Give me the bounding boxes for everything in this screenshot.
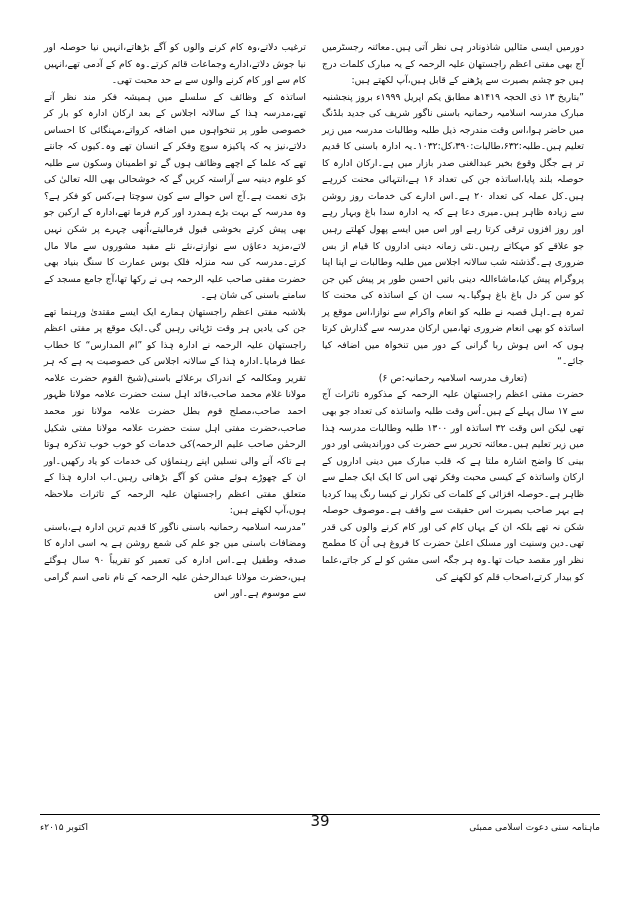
footer-magazine-name: ماہنامہ سنی دعوت اسلامی ممبئی bbox=[469, 823, 600, 833]
left-paragraph-quote: ”مدرسہ اسلامیہ رحمانیہ باسنی ناگور کا قدیم ترین ادارہ ہے،باسنی ومضافات باسنی میں جو علم کی شمع روشن ہے یہ اسی ادارہ کا صدقہ وطفیل ہے۔اس ادارہ کی تعمیر کو تقریباً ۹۰ سال ہوگئے ہیں،حضرت مولانا عبدالرحمٰن علیہ الرحمہ کے نام نامی اسم گرامی سے موسوم ہے۔اور اس bbox=[44, 521, 306, 600]
left-paragraph-leader: بلاشبہ مفتی اعظم راجستھان ہمارے ایک ایسے مقتدیٰ ورہنما تھے جن کی یادیں ہر وقت تڑپاتی رہیں گی۔ایک موقع پر مفتی اعظم راجستھان علیہ الرحمہ نے ادارہ ہٰذا کو ”ام المدارس“ کا خطاب عطا فرمایا۔ادارہ ہٰذا کے سالانہ اجلاس کی خصوصیت یہ ہے کہ ہر تقریر ومکالمہ کے اندراک برعلائے باسنی(شیخ القوم حضرت علامہ مولانا غلام محمد صاحب،قائد اہل سنت حضرت علامہ مولانا ظہور احمد صاحب،مصلح قوم بطل حضرت علامہ مولانا نور محمد صاحب،حضرت مفتی اہل سنت حضرت علامہ مولانا مفتی شکیل الرحمٰن صاحب علیم الرحمہ)کی خدمات کو خوب خوب تذکرہ ہوتا ہے تاکہ آنے والی نسلیں اپنے رہنماؤں کی خدمات کو یاد رکھیں۔اور ان کے چھوڑے ہوئے مشن کو آگے بڑھاتی رہیں۔اب ادارہ ہٰذا کے متعلق مفتی اعظم راجستھان علیہ الرحمہ کے تاثرات ملاحظہ ہوں،آپ لکھتے ہیں: bbox=[44, 306, 306, 517]
left-column bbox=[44, 40, 306, 603]
right-paragraph-quote: ”بتاریخ ۱۳ ذی الحجہ ۱۴۱۹ھ مطابق یکم اپریل ۱۹۹۹ء بروز پنجشنبہ مبارک مدرسہ اسلامیہ رحمانیہ باسنی ناگور شریف کی جدید بلڈنگ میں حاضر ہوا،اس وقت مندرجہ ذیل طلبہ وطالبات مدرسہ میں زیر تعلیم ہیں۔طلبہ:۶۳۲،طالبات:۳۹۰،کل:۱۰۳۲۔یہ ادارہ باسنی کا قدیم تر ہے جگل وقوع بخیر عبدالغنی صدر بازار میں ہے۔ارکان ادارہ کا حوصلہ بلند پایا،اساتذہ جن کی تعداد ۱۶ ہے،انتہائی محنت کررہے ہیں۔کل عملہ کی تعداد ۲۰ ہے۔اس ادارے کی خدمات روز روشن سے زیادہ ظاہر ہیں۔میری دعا ہے کہ یہ ادارہ سدا باغ وبہار رہے اور روز افزوں ترقی کرتا رہے اور اس میں ایسے پھول کھلتے رہیں جو علاقے کو مہکاتے رہیں۔نئی زمانہ دینی اداروں کا قیام از بس ضروری ہے۔گذشتہ شب سالانہ اجلاس میں طلبہ وطالبات نے اپنا اپنا پروگرام پیش کیا،ماشاءاللہ دینی باتیں احسن طور پر پیش کیں جن کو سن کر دل باغ باغ ہوگیا۔یہ سب ان کے اساتذہ کی محنت کا ثمرہ ہے۔اہل قصبہ نے طلبہ کو انعام واکرام سے نوازا،اس موقع پر اساتذہ کو بھی انعام ضروری تھا،میں ارکان مدرسہ سے گذارش کرتا ہوں کہ اس ہوش ربا گرانی کے دور میں تنخواہ میں اضافہ کیا جائے۔“ bbox=[322, 91, 585, 368]
page-number: 39 bbox=[310, 812, 330, 830]
footer-issue-date: اکتوبر ۲۰۱۵ء bbox=[40, 823, 89, 833]
right-paragraph-commentary: حضرت مفتی اعظم راجستھان علیہ الرحمہ کے مذکورہ تاثرات آج سے ۱۷ سال پہلے کے ہیں۔اُس وقت طلبہ واساتذہ کی تعداد جو بھی تھی لیکن اس وقت ۳۲ اساتذہ اور ۱۳۰۰ طلبہ وطالبات مدرسہ ہٰذا میں زیر تعلیم ہیں۔معائنہ تحریر سے حضرت کی دوراندیشی اور دور بینی کا واضح اشارہ ملتا ہے کہ قلب مبارک میں دینی اداروں کے ارکان واساتذہ کے کیسی محبت وفکر تھی اس کا ایک ایک جملے سے ظاہر ہے۔حوصلہ افزائی کے کلمات کی تکرار نے کیسا رنگ پیدا کردیا ہے بہر صاحب بصیرت اس حقیقت سے واقف ہے۔موصوف حوصلہ شکن نہ تھے بلکہ ان کے یہاں کام کی اور کام کرنے والوں کی قدر تھی۔دین وسنیت اور مسلک اعلیٰ حضرت کا فروغ ہی اُن کا مطمح نظر اور مقصد حیات تھا۔وہ ہر جگہ اسی مشن کو لے کر جاتے،علما کو بیدار کرتے،اصحاب قلم کو لکھنے کی bbox=[322, 389, 584, 583]
left-paragraph-continuation: ترغیب دلاتے،وہ کام کرنے والوں کو آگے بڑھاتے،انہیں نیا حوصلہ اور نیا جوش دلاتے،ادارے وجماعات قائم کرتے۔وہ کام کے آدمی تھے،انہیں کام سے اور کام کرنے والوں سے بے حد محبت تھی۔ bbox=[44, 42, 306, 87]
right-column bbox=[322, 40, 584, 586]
right-citation: (تعارف مدرسہ اسلامیہ رحمانیہ:ص ۶) bbox=[378, 372, 528, 384]
right-paragraph-intro: دورمیں ایسی مثالیں شاذونادر ہی نظر آتی ہیں۔معائنہ رجسٹرمیں آج بھی مفتی اعظم راجستھان علیہ الرحمہ کے یہ مبارک کلمات درج ہیں جو چشم بصیرت سے پڑھنے کے قابل ہیں،آپ لکھتے ہیں: bbox=[322, 42, 584, 87]
left-paragraph-teachers: اساتذہ کے وظائف کے سلسلے میں ہمیشہ فکر مند نظر آتے تھے،مدرسہ ہٰذا کے سالانہ اجلاس کے بعد ارکان ادارہ کو بار کر خصوصی طور پر تنخواہوں میں اضافہ کرواتے،مہنگائی کا احساس دلاتے،نیز یہ کہ پاکیزہ سوچ وفکر کے انسان تھے وہ۔کیوں کہ جانتے تھے کہ علما کے اچھے وظائف ہوں گے تو اطمینان وسکون سے طلبہ کو علوم دینیہ سے آراستہ کریں گے کہ خوشحالی بھی اللہ تعالیٰ کی بڑی نعمت ہے۔آج اس حوالے سے کون سوچتا ہے،کس کو فکر ہے؟وہ مدرسہ کے بہت بڑے ہمدرد اور کرم فرما تھے،ادارہ کے ارکین جو بھی پیش کرتے بخوشی قبول فرمالیتے،اُنھی چہرے پر شکن نہیں لاتے،مزید دعاؤں سے نوازتے،نئے نئے مفید مشوروں سے مالا مال کرتے۔مدرسہ کی سہ منزلہ فلک بوس عمارت کا سنگ بنیاد بھی حضرت مفتی صاحب علیہ الرحمہ ہی نے رکھا تھا،آج جامع مسجد کے سامنے باسنی کی شان ہے۔ bbox=[44, 91, 306, 302]
